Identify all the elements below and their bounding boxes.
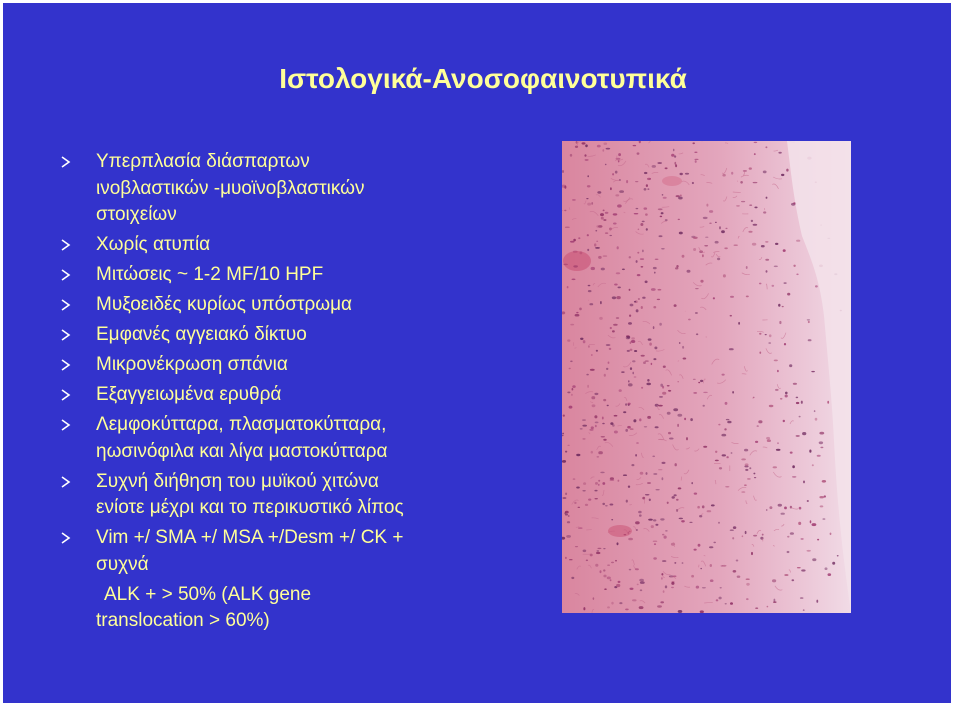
arrow-bullet-icon [59, 232, 73, 258]
note-item [59, 582, 529, 635]
bullet-item [59, 469, 529, 522]
bullet-line: Υπερπλασία διάσπαρτων [96, 151, 310, 172]
arrow-bullet-icon [59, 382, 73, 408]
arrow-bullet-icon [59, 412, 73, 438]
arrow-bullet-icon [59, 149, 73, 175]
bullet-item [59, 352, 529, 379]
slide-title: Ιστολογικά-Ανοσοφαινοτυπικά [279, 63, 687, 94]
bullet-item [59, 292, 529, 319]
arrow-bullet-icon [59, 525, 73, 551]
histology-micrograph-icon [562, 141, 851, 613]
slide [3, 3, 951, 703]
bullet-line: στοιχείων [96, 204, 177, 225]
note-line: translocation > 60%) [96, 610, 270, 631]
bullet-list [59, 149, 529, 638]
bullet-line: Εξαγγειωμένα ερυθρά [96, 384, 282, 405]
bullet-item [59, 525, 529, 578]
bullet-item [59, 149, 529, 229]
bullet-item [59, 322, 529, 349]
bullet-line: ενίοτε μέχρι και το περικυστικό λίπος [96, 497, 404, 518]
bullet-line: Μυξοειδές κυρίως υπόστρωμα [96, 294, 353, 315]
bullet-item [59, 262, 529, 289]
bullet-line: Μιτώσεις ~ 1-2 MF/10 HPF [96, 264, 324, 285]
arrow-bullet-icon [59, 322, 73, 348]
arrow-bullet-icon [59, 292, 73, 318]
arrow-bullet-icon [59, 469, 73, 495]
bullet-item [59, 382, 529, 409]
bullet-line: ινοβλαστικών -μυοϊνοβλαστικών [96, 177, 365, 199]
bullet-line: Χωρίς ατυπία [96, 234, 211, 255]
bullet-line: Vim +/ SMA +/ MSA +/Desm +/ CK + [96, 527, 404, 548]
histology-micrograph [562, 141, 851, 613]
bullet-line: Μικρονέκρωση σπάνια [96, 354, 288, 375]
bullet-line: ηωσινόφιλα και λίγα μαστοκύτταρα [96, 440, 388, 462]
bullet-item [59, 412, 529, 465]
bullet-line: συχνά [96, 553, 149, 575]
bullet-line: Εμφανές αγγειακό δίκτυο [96, 324, 307, 345]
note-line: ALK + > 50% (ALK gene [104, 583, 312, 605]
arrow-bullet-icon [59, 352, 73, 378]
bullet-line: Συχνή διήθηση του μυϊκού χιτώνα [96, 470, 379, 492]
arrow-bullet-icon [59, 262, 73, 288]
bullet-item [59, 232, 529, 259]
bullet-line: Λεμφοκύτταρα, πλασματοκύτταρα, [96, 414, 387, 435]
